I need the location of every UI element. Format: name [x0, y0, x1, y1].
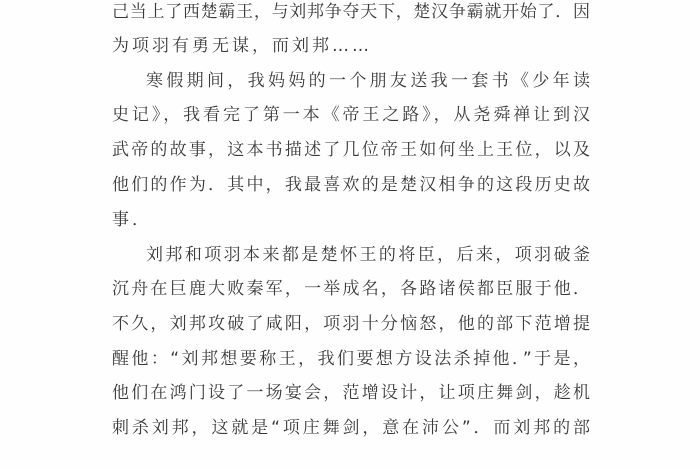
- text-line: 醒他：“刘邦想要称王，我们要想方设法杀掉他．”于是，: [112, 349, 590, 369]
- text-line: 为项羽有勇无谋，而刘邦……: [112, 36, 372, 56]
- text-line: 武帝的故事，这本书描述了几位帝王如何坐上王位，以及: [112, 140, 590, 160]
- text-line: 己当上了西楚霸王，与刘邦争夺天下，楚汉争霸就开始了．因: [112, 2, 590, 22]
- text-line: 他们在鸿门设了一场宴会，范增设计，让项庄舞剑，趁机: [112, 383, 590, 403]
- text-line: 他们的作为．其中，我最喜欢的是楚汉相争的这段历史故: [112, 175, 590, 195]
- text-line: 事．: [112, 210, 152, 230]
- text-line: 史记》，我看完了第一本《帝王之路》，从尧舜禅让到汉: [112, 105, 590, 125]
- text-line: 不久，刘邦攻破了咸阳，项羽十分恼怒，他的部下范增提: [112, 314, 590, 334]
- paragraph-start-line: 寒假期间，我妈妈的一个朋友送我一套书《少年读: [146, 71, 590, 91]
- paragraph-start-line: 刘邦和项羽本来都是楚怀王的将臣，后来，项羽破釜: [146, 245, 590, 265]
- text-line: 沉舟在巨鹿大败秦军，一举成名，各路诸侯都臣服于他．: [112, 279, 590, 299]
- text-line: 刺杀刘邦，这就是“项庄舞剑，意在沛公”．而刘邦的部: [112, 418, 590, 438]
